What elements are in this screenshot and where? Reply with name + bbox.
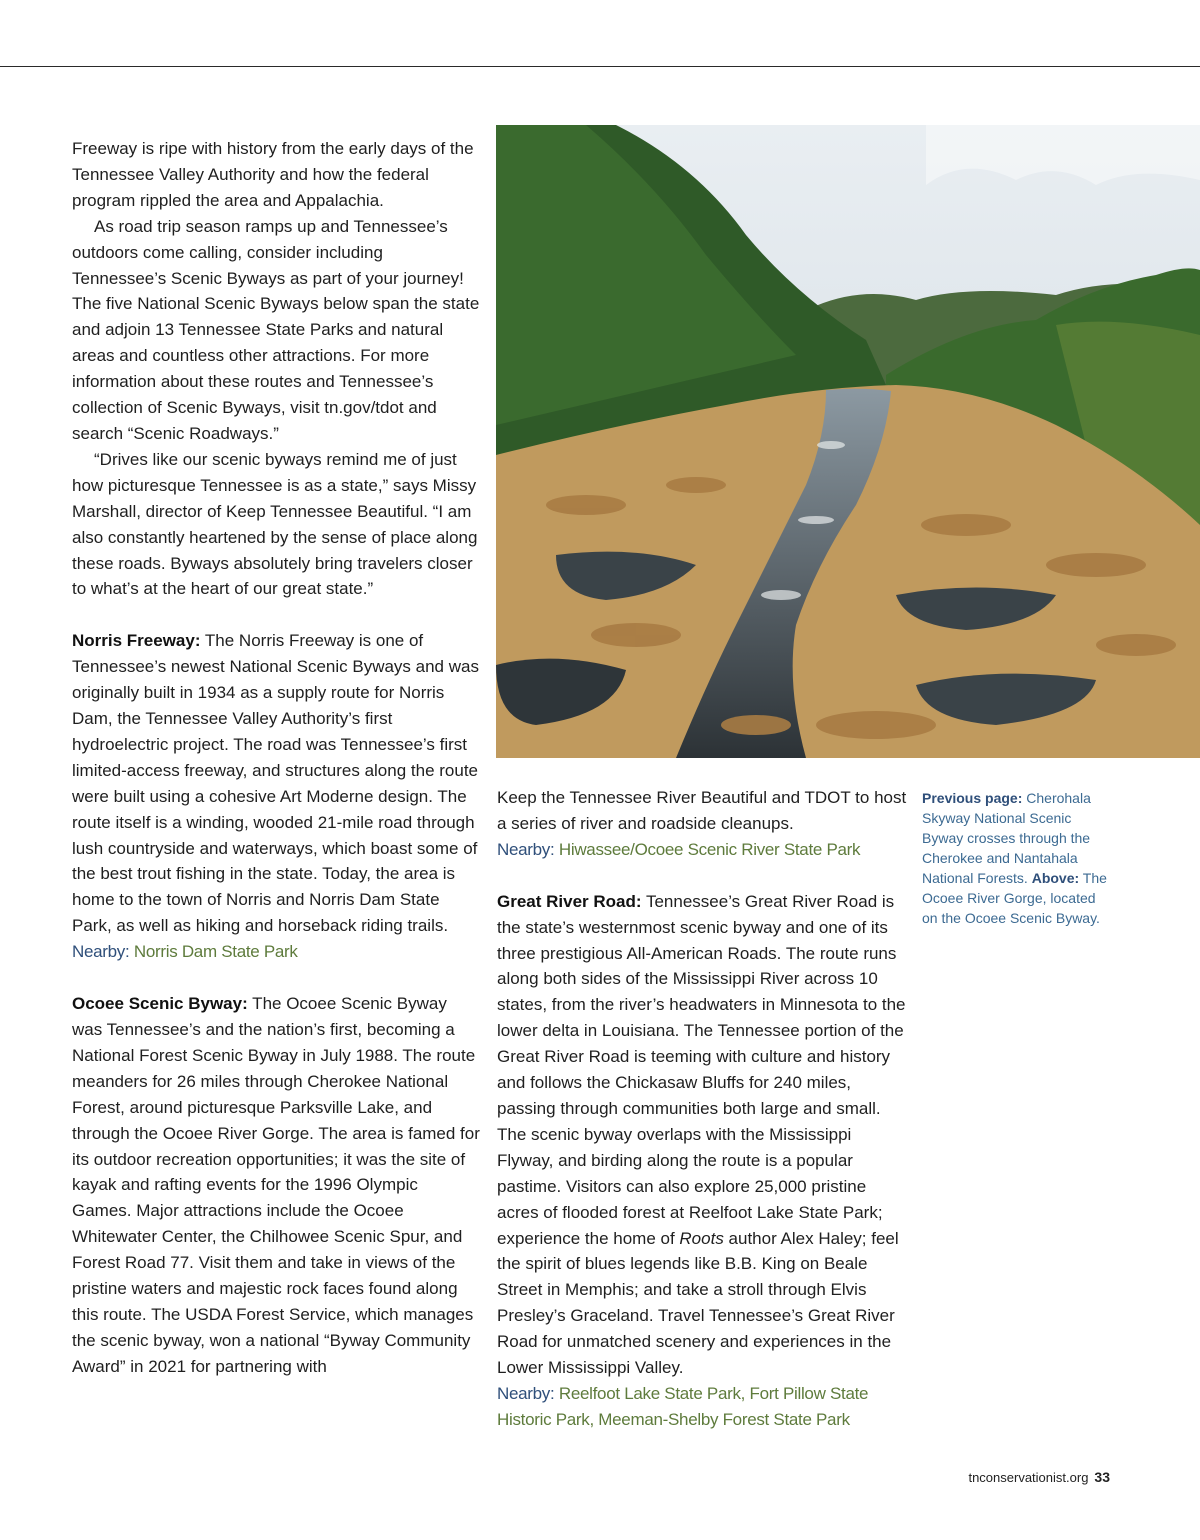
ocoee-section bbox=[72, 991, 480, 1380]
norris-heading: Norris Freeway: bbox=[72, 631, 201, 651]
column-middle bbox=[497, 785, 912, 1433]
caption-previous-text: Cherohala Skyway National Scenic Byway crosses through the Cherokee and Nantahala National Forests. bbox=[922, 790, 1091, 886]
intro-paragraph: Freeway is ripe with history from the early days of the Tennessee Valley Authority and how the federal program rippled the area and Appalachia. bbox=[72, 139, 474, 210]
nearby-label: Nearby: bbox=[497, 839, 555, 859]
norris-body: The Norris Freeway is one of Tennessee’s newest National Scenic Byways and was originally built in 1934 as a supply route for Norris Dam, the Tennessee Valley Authority’s first hydroelectric project. The road was Tennessee’s first limited-access freeway, and structures along the route were built using a cohesive Art Moderne design. The route itself is a winding, wooded 21-mile road through lush countryside and waterways, which boast some of the best trout fishing in the state. Today, the area is home to the town of Norris and Norris Dam State Park, as well as hiking and horseback riding trails. bbox=[72, 631, 479, 936]
photo-illustration bbox=[496, 125, 1200, 758]
ocoee-heading: Ocoee Scenic Byway: bbox=[72, 994, 248, 1014]
norris-nearby bbox=[72, 939, 480, 965]
ocoee-nearby bbox=[497, 837, 912, 863]
ocoee-river-gorge-photo bbox=[496, 125, 1200, 758]
footer-site: tnconservationist.org bbox=[968, 1470, 1089, 1485]
page-footer bbox=[968, 1469, 1110, 1485]
roots-title: Roots bbox=[679, 1228, 724, 1248]
page-number: 33 bbox=[1094, 1469, 1110, 1485]
great-river-road-body-1: Tennessee’s Great River Road is the state’s westernmost scenic byway and one of its three prestigious All-American Roads. The route runs along both sides of the Mississippi River across 10 states, from the river’s headwaters in Minnesota to the lower delta in Louisiana. The Tennessee portion of the Great River Road is teeming with culture and history and follows the Chickasaw Bluffs for 240 miles, passing through communities both large and small. The scenic byway overlaps with the Mississippi Flyway, and birding along the route is a popular pastime. Visitors can also explore 25,000 pristine acres of flooded forest at Reelfoot Lake State Park; experience the home of bbox=[497, 891, 906, 1248]
caption-above-text: The Ocoee River Gorge, located on the Ocoee Scenic Byway. bbox=[922, 870, 1107, 926]
column-left bbox=[72, 136, 480, 1380]
caption-previous-label: Previous page: bbox=[922, 790, 1023, 806]
nearby-value: Hiwassee/Ocoee Scenic River State Park bbox=[554, 839, 861, 859]
quote-paragraph: “Drives like our scenic byways remind me of just how picturesque Tennessee is as a state,” says Missy Marshall, director of Keep Tennessee Beautiful. “I am also constantly heartened by the sense of place along these roads. Byways absolutely bring travelers closer to what’s at the heart of our great state.” bbox=[72, 449, 478, 599]
great-river-road-body-2: author Alex Haley; feel the spirit of blues legends like B.B. King on Beale Street in Memphis; and take a stroll through Elvis Presley’s Graceland. Travel Tennessee’s Great River Road for unmatched scenery and experiences in the Lower Mississippi Valley. bbox=[497, 1228, 899, 1378]
ocoee-body: The Ocoee Scenic Byway was Tennessee’s and the nation’s first, becoming a National Forest Scenic Byway in July 1988. The route meanders for 26 miles through Cherokee National Forest, around picturesque Parksville Lake, and through the Ocoee River Gorge. The area is famed for its outdoor recreation opportunities; it was the site of kayak and rafting events for the 1996 Olympic Games. Major attractions include the Ocoee Whitewater Center, the Chilhowee Scenic Spur, and Forest Road 77. Visit them and take in views of the pristine waters and majestic rock faces found along this route. The USDA Forest Service, which manages the scenic byway, won a national “Byway Community Award” in 2021 for partnering with bbox=[72, 994, 480, 1376]
nearby-value: Reelfoot Lake State Park, Fort Pillow State Historic Park, Meeman-Shelby Forest State Park bbox=[497, 1383, 869, 1429]
header-rule bbox=[0, 66, 1200, 67]
norris-section bbox=[72, 628, 480, 939]
ocoee-continued: Keep the Tennessee River Beautiful and TDOT to host a series of river and roadside cleanups. bbox=[497, 788, 907, 833]
great-river-road-heading: Great River Road: bbox=[497, 891, 642, 911]
great-river-road-section bbox=[497, 889, 912, 1381]
road-trip-paragraph: As road trip season ramps up and Tennessee’s outdoors come calling, consider including Tennessee’s Scenic Byways as part of your journey! The five National Scenic Byways below span the state and adjoin 13 Tennessee State Parks and natural areas and countless other attractions. For more information about these routes and Tennessee’s collection of Scenic Byways, visit tn.gov/tdot and search “Scenic Roadways.” bbox=[72, 216, 480, 443]
caption-above-label: Above: bbox=[1031, 870, 1080, 886]
nearby-label: Nearby: bbox=[72, 942, 130, 962]
nearby-value: Norris Dam State Park bbox=[129, 942, 298, 962]
nearby-label: Nearby: bbox=[497, 1383, 555, 1403]
photo-caption bbox=[922, 788, 1112, 928]
great-river-road-nearby bbox=[497, 1381, 912, 1433]
